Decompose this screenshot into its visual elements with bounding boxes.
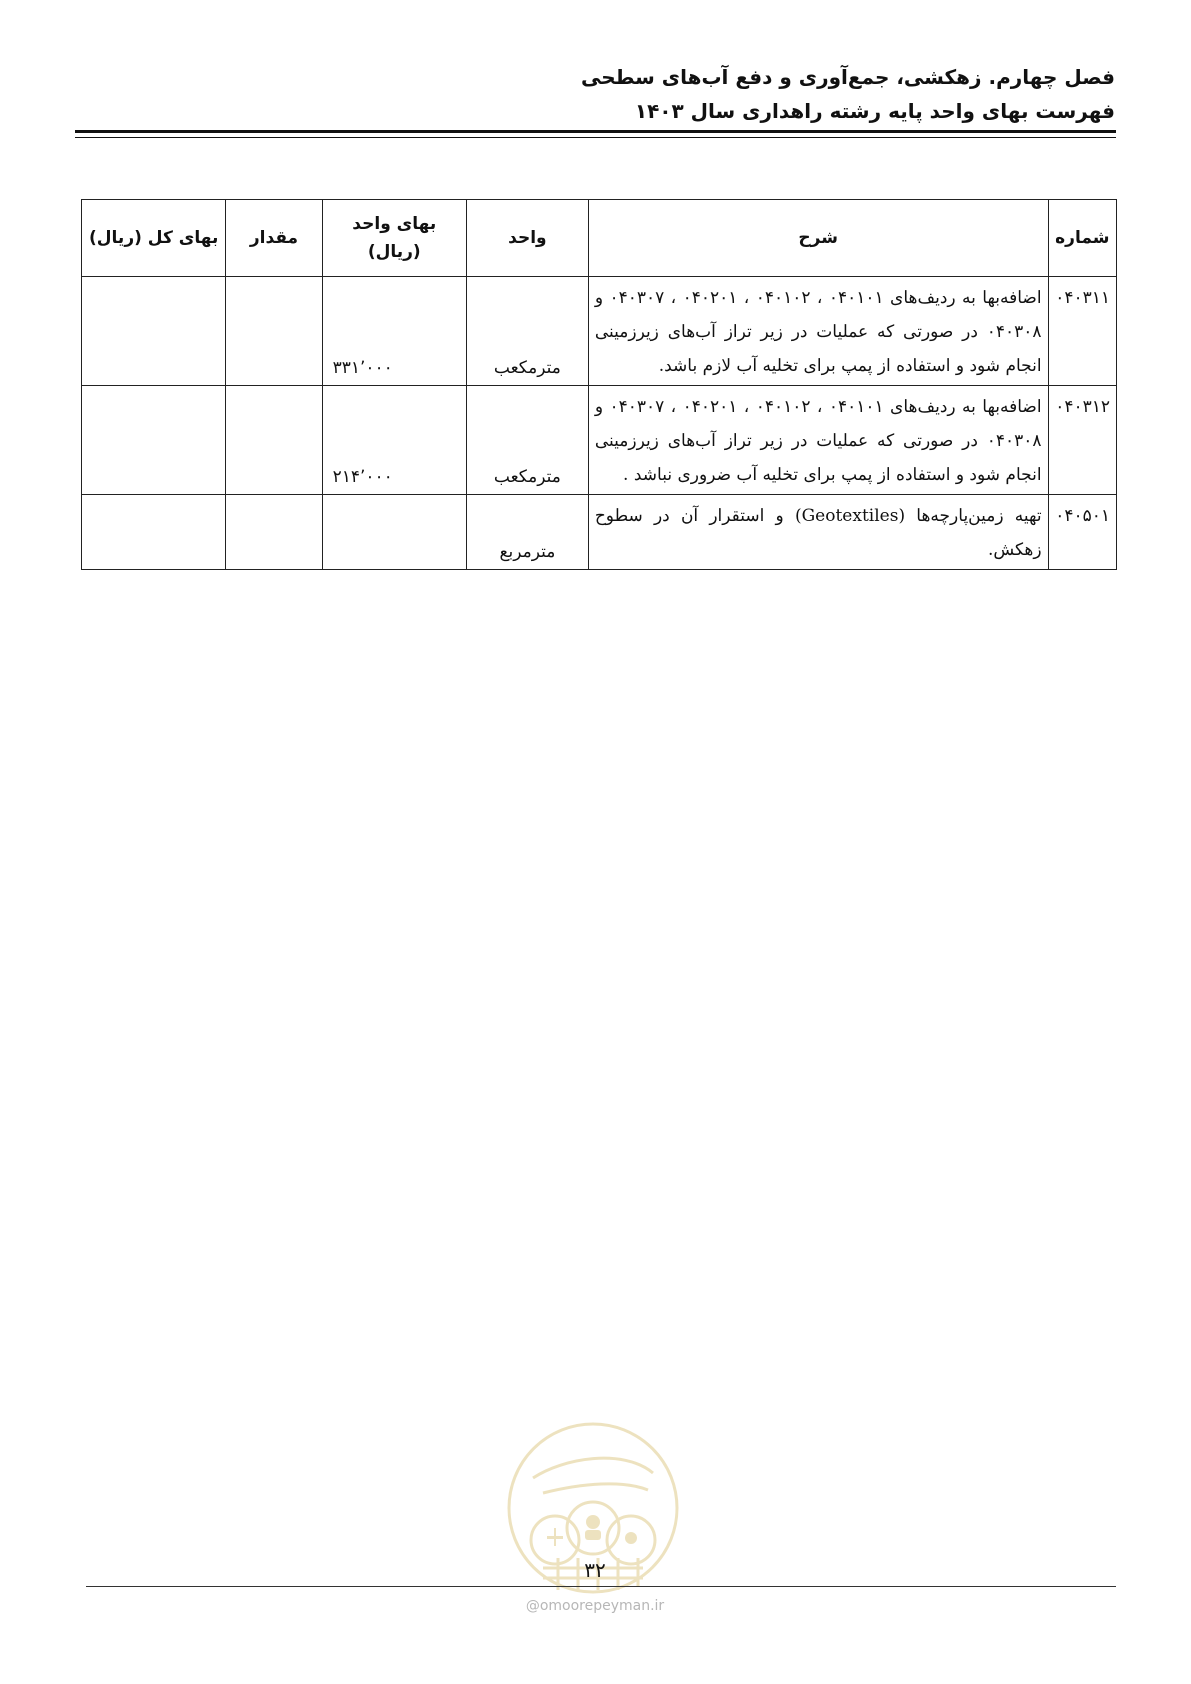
row-quantity: [226, 277, 322, 386]
row-description: تهیه زمین‌پارچه‌ها (Geotextiles) و استقرار آن در سطوح زهکش.: [588, 495, 1048, 570]
site-url: @omoorepeyman.ir: [525, 1598, 665, 1614]
table-header-row: [82, 200, 1117, 277]
row-description: اضافه‌بها به ردیف‌های ۰۴۰۱۰۱ ، ۰۴۰۱۰۲ ، ۰۴۰۲۰۱ ، ۰۴۰۳۰۷ و ۰۴۰۳۰۸ در صورتی که عملیات در زیر تراز آب‌های زیرزمینی انجام شود و استفاده از پمپ برای تخلیه آب ضروری نباشد .: [588, 386, 1048, 495]
row-unit-price: [322, 495, 466, 570]
column-header-quantity: مقدار: [226, 200, 322, 277]
row-total-price: [82, 386, 226, 495]
price-table: [81, 199, 1117, 570]
footer-rule: [86, 1586, 1116, 1587]
row-code: ۰۴۰۵۰۱: [1048, 495, 1116, 570]
row-total-price: [82, 495, 226, 570]
page-number: ۳۲: [584, 1558, 606, 1582]
row-unit-price: ۳۳۱٬۰۰۰: [322, 277, 466, 386]
column-header-unit: واحد: [466, 200, 588, 277]
column-header-unit-price: [322, 200, 466, 277]
table-row: [82, 495, 1117, 570]
row-unit-price: ۲۱۴٬۰۰۰: [322, 386, 466, 495]
table-row: [82, 277, 1117, 386]
row-description: اضافه‌بها به ردیف‌های ۰۴۰۱۰۱ ، ۰۴۰۱۰۲ ، ۰۴۰۲۰۱ ، ۰۴۰۳۰۷ و ۰۴۰۳۰۸ در صورتی که عملیات در زیر تراز آب‌های زیرزمینی انجام شود و استفاده از پمپ برای تخلیه آب لازم باشد.: [588, 277, 1048, 386]
column-header-code: شماره: [1048, 200, 1116, 277]
header-rule: [75, 130, 1116, 133]
unit-price-header-line1: بهای واحد: [352, 214, 437, 234]
row-unit: مترمربع: [466, 495, 588, 570]
chapter-title: فصل چهارم. زهکشی، جمع‌آوری و دفع آب‌های سطحی: [580, 65, 1115, 89]
column-header-total-price: بهای کل (ریال): [82, 200, 226, 277]
unit-price-header-line2: (ریال): [367, 242, 421, 262]
row-code: ۰۴۰۳۱۱: [1048, 277, 1116, 386]
header-rule-thin: [75, 137, 1116, 138]
row-total-price: [82, 277, 226, 386]
row-quantity: [226, 386, 322, 495]
price-list-title: فهرست بهای واحد پایه رشته راهداری سال ۱۴۰۳: [634, 99, 1115, 123]
row-unit: مترمکعب: [466, 386, 588, 495]
row-unit: مترمکعب: [466, 277, 588, 386]
row-code: ۰۴۰۳۱۲: [1048, 386, 1116, 495]
table-row: [82, 386, 1117, 495]
column-header-description: شرح: [588, 200, 1048, 277]
row-quantity: [226, 495, 322, 570]
page-header: [75, 60, 1115, 128]
